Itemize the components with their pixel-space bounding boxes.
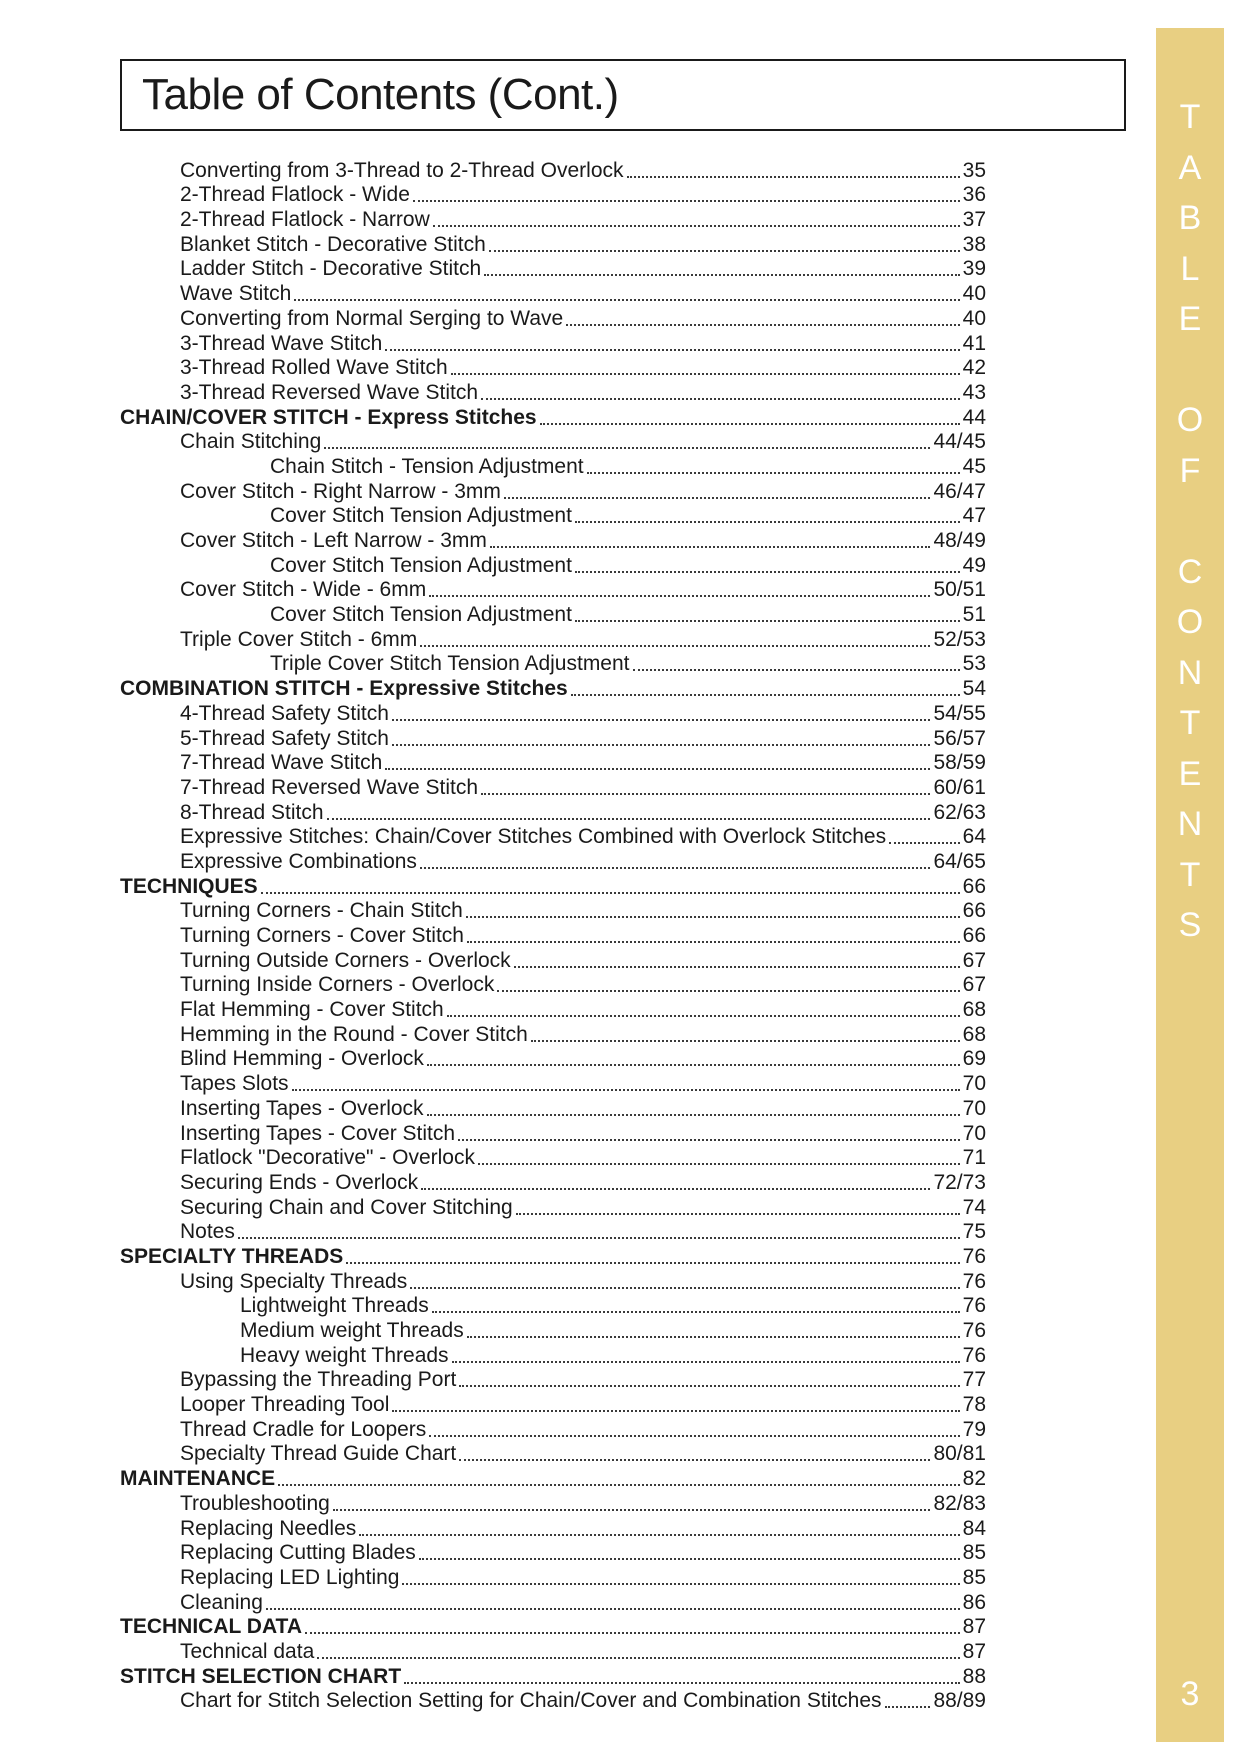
toc-entry[interactable] [120, 1071, 986, 1096]
toc-entry[interactable] [120, 1442, 986, 1467]
toc-entry[interactable] [120, 1022, 986, 1047]
side-tab-letter: L [1180, 249, 1200, 288]
dot-leader [266, 1608, 960, 1610]
toc-entry-label: Expressive Combinations [180, 849, 417, 873]
toc-entry[interactable] [120, 1392, 986, 1417]
dot-leader [413, 200, 960, 202]
toc-entry-page: 78 [962, 1393, 986, 1417]
side-tab-letter: N [1177, 653, 1203, 692]
dot-leader [410, 1287, 959, 1289]
toc-entry-page: 82/83 [933, 1491, 986, 1515]
toc-entry-page: 44 [962, 405, 986, 429]
toc-entry-page: 46/47 [933, 479, 986, 503]
side-tab-letter: F [1179, 451, 1201, 490]
toc-entry-page: 76 [962, 1343, 986, 1367]
toc-entry-label: Specialty Thread Guide Chart [180, 1442, 457, 1466]
toc-entry-label: Inserting Tapes - Cover Stitch [180, 1121, 456, 1145]
dot-leader [404, 1682, 959, 1684]
toc-entry-page: 62/63 [933, 800, 986, 824]
toc-entry-label: 8-Thread Stitch [180, 800, 324, 824]
toc-entry[interactable] [120, 923, 986, 948]
toc-entry-label: Cover Stitch Tension Adjustment [270, 553, 572, 577]
toc-entry[interactable] [120, 479, 986, 504]
toc-entry-page: 56/57 [933, 726, 986, 750]
toc-entry[interactable] [120, 973, 986, 998]
toc-entry-page: 82 [962, 1467, 986, 1491]
side-tab-letter: S [1178, 906, 1202, 944]
toc-entry-label: Cover Stitch Tension Adjustment [270, 603, 572, 627]
toc-entry-page: 54/55 [933, 701, 986, 725]
dot-leader [633, 669, 960, 671]
toc-entry[interactable] [120, 430, 986, 455]
toc-entry[interactable] [120, 899, 986, 924]
toc-entry-label: Securing Chain and Cover Stitching [180, 1195, 513, 1219]
toc-entry-page: 53 [962, 652, 986, 676]
toc-entry[interactable] [120, 380, 986, 405]
side-tab-letter: B [1178, 199, 1202, 237]
side-tab-letter: E [1178, 300, 1202, 338]
dot-leader [452, 1361, 960, 1363]
toc-entry[interactable] [120, 602, 986, 627]
toc-entry[interactable] [120, 1516, 986, 1541]
dot-leader [481, 398, 960, 400]
toc-entry-page: 76 [962, 1294, 986, 1318]
toc-entry-page: 76 [962, 1244, 986, 1268]
toc-entry[interactable] [120, 232, 986, 257]
toc-entry[interactable] [120, 1146, 986, 1171]
side-tab-letter: T [1179, 704, 1201, 742]
dot-leader [504, 497, 931, 499]
toc-entry-label: Wave Stitch [180, 282, 292, 306]
dot-leader [489, 250, 960, 252]
toc-entry-label: Triple Cover Stitch - 6mm [180, 627, 418, 651]
toc-entry-page: 67 [962, 973, 986, 997]
dot-leader [587, 472, 960, 474]
toc-entry-page: 70 [962, 1121, 986, 1145]
toc-entry-label: Chain Stitch - Tension Adjustment [270, 454, 584, 478]
dot-leader [459, 1459, 930, 1461]
dot-leader [359, 1534, 959, 1536]
toc-entry-page: 70 [962, 1096, 986, 1120]
toc-entry[interactable] [120, 948, 986, 973]
toc-entry-label: Cover Stitch - Left Narrow - 3mm [180, 529, 487, 552]
toc-entry-label: Blanket Stitch - Decorative Stitch [180, 232, 486, 256]
toc-entry-page: 41 [962, 331, 986, 355]
toc-entry-page: 75 [962, 1220, 986, 1244]
toc-entry[interactable] [120, 1195, 986, 1220]
dot-leader [420, 645, 930, 647]
toc-entry[interactable] [120, 1294, 986, 1319]
toc-entry-page: 40 [962, 306, 986, 330]
toc-entry-page: 58/59 [933, 751, 986, 775]
toc-entry-label: TECHNICAL DATA [120, 1615, 302, 1639]
toc-entry[interactable] [120, 1368, 986, 1393]
toc-entry[interactable] [120, 1047, 986, 1072]
dot-leader [575, 571, 960, 573]
toc-entry-page: 87 [962, 1639, 986, 1663]
toc-entry-label: Thread Cradle for Loopers [180, 1417, 427, 1441]
toc-entry-label: COMBINATION STITCH - Expressive Stitches [120, 677, 568, 701]
toc-entry[interactable] [120, 1639, 986, 1664]
toc-entry-page: 36 [962, 183, 986, 207]
toc-entry-label: Turning Outside Corners - Overlock [180, 948, 511, 972]
toc-entry[interactable] [120, 1491, 986, 1516]
dot-leader [429, 1435, 959, 1437]
dot-leader [451, 373, 960, 375]
toc-entry-page: 47 [962, 504, 986, 528]
toc-entry-label: Converting from Normal Serging to Wave [180, 306, 564, 330]
toc-entry-page: 85 [962, 1565, 986, 1589]
toc-entry[interactable] [120, 528, 986, 553]
toc-entry-page: 86 [962, 1590, 986, 1614]
toc-entry-label: 7-Thread Reversed Wave Stitch [180, 775, 479, 799]
toc-entry-page: 66 [962, 874, 986, 898]
toc-entry-label: Triple Cover Stitch Tension Adjustment [270, 652, 630, 676]
dot-leader [467, 1336, 960, 1338]
toc-entry-label: Flatlock "Decorative" - Overlock [180, 1146, 475, 1170]
dot-leader [478, 1163, 960, 1165]
toc-entry-label: Medium weight Threads [240, 1319, 464, 1342]
dot-leader [540, 423, 960, 425]
dot-leader [392, 719, 931, 721]
page-title: Table of Contents (Cont.) [142, 70, 619, 119]
toc-entry-page: 69 [962, 1047, 986, 1071]
dot-leader [516, 1213, 960, 1215]
toc-entry-label: SPECIALTY THREADS [120, 1244, 344, 1268]
toc-entry[interactable] [120, 1096, 986, 1121]
toc-entry-page: 54 [962, 677, 986, 701]
dot-leader [575, 620, 960, 622]
toc-entry-label: 7-Thread Wave Stitch [180, 751, 383, 775]
dot-leader [333, 1509, 931, 1511]
toc-entry[interactable] [120, 1417, 986, 1442]
dot-leader [324, 447, 930, 449]
dot-leader [385, 768, 930, 770]
toc-entry[interactable] [120, 356, 986, 381]
dot-leader [278, 1484, 959, 1486]
toc-entry-label: 2-Thread Flatlock - Wide [180, 183, 410, 207]
toc-entry-label: Securing Ends - Overlock [180, 1170, 419, 1194]
toc-entry-page: 70 [962, 1072, 986, 1096]
dot-leader [566, 324, 959, 326]
toc-entry-page: 72/73 [933, 1170, 986, 1194]
toc-entry[interactable] [120, 207, 986, 232]
dot-leader [432, 1311, 960, 1313]
toc-entry-page: 71 [962, 1146, 986, 1170]
toc-entry-label: Heavy weight Threads [240, 1343, 449, 1367]
toc-entry-label: Cover Stitch - Right Narrow - 3mm [180, 479, 501, 503]
dot-leader [421, 1188, 930, 1190]
toc-entry[interactable] [120, 1269, 986, 1294]
toc-entry-label: Technical data [180, 1639, 315, 1663]
toc-entry-page: 45 [962, 454, 986, 478]
toc-entry-page: 35 [962, 158, 986, 182]
toc-entry-page: 38 [962, 232, 986, 256]
toc-entry-label: Cleaning [180, 1590, 263, 1614]
toc-entry-label: TECHNIQUES [120, 874, 258, 898]
toc-entry-label: Chart for Stitch Selection Setting for Chain/Cover and Combination Stitches [180, 1689, 882, 1713]
toc-entry-label: Using Specialty Threads [180, 1269, 408, 1293]
side-tab-letter: C [1177, 552, 1203, 591]
toc-entry-label: Replacing LED Lighting [180, 1565, 400, 1589]
toc-entry-page: 76 [962, 1269, 986, 1293]
toc-entry-page: 50/51 [933, 578, 986, 602]
toc-entry-page: 49 [962, 553, 986, 577]
toc-entry-page: 88/89 [933, 1689, 986, 1713]
toc-entry-label: 5-Thread Safety Stitch [180, 726, 389, 750]
toc-entry-page: 68 [962, 998, 986, 1022]
dot-leader [433, 225, 960, 227]
toc-entry-page: 48/49 [933, 529, 986, 552]
toc-entry-page: 52/53 [933, 627, 986, 651]
toc-entry-page: 77 [962, 1368, 986, 1392]
toc-entry-page: 76 [962, 1319, 986, 1342]
toc-entry-page: 42 [962, 356, 986, 380]
toc-entry-label: MAINTENANCE [120, 1467, 276, 1491]
toc-entry-label: 3-Thread Reversed Wave Stitch [180, 380, 479, 404]
toc-entry-page: 79 [962, 1417, 986, 1441]
toc-entry-page: 60/61 [933, 775, 986, 799]
side-tab-letter: N [1177, 805, 1203, 843]
toc-entry-label: Converting from 3-Thread to 2-Thread Overlock [180, 158, 624, 182]
toc-entry-label: Lightweight Threads [240, 1294, 429, 1318]
dot-leader [419, 1558, 960, 1560]
toc-entry[interactable] [120, 997, 986, 1022]
toc-entry-label: Blind Hemming - Overlock [180, 1047, 424, 1071]
dot-leader [459, 1385, 959, 1387]
toc-entry-page: 37 [962, 208, 986, 232]
dot-leader [889, 842, 960, 844]
toc-entry-label: Flat Hemming - Cover Stitch [180, 998, 444, 1022]
toc-entry-label: Inserting Tapes - Overlock [180, 1096, 424, 1120]
toc-entry-page: 88 [962, 1664, 986, 1688]
toc-entry-label: Hemming in the Round - Cover Stitch [180, 1022, 528, 1046]
dot-leader [427, 1114, 960, 1116]
dot-leader [627, 176, 960, 178]
dot-leader [497, 990, 959, 992]
toc-entry-label: Turning Inside Corners - Overlock [180, 973, 495, 997]
toc-entry[interactable] [120, 454, 986, 479]
toc-entry-page: 64/65 [933, 849, 986, 873]
dot-leader [429, 595, 930, 597]
toc-entry[interactable] [120, 800, 986, 825]
dot-leader [571, 694, 960, 696]
title-box [120, 59, 1126, 131]
side-tab-letter: T [1179, 98, 1201, 136]
toc-section-heading[interactable] [120, 874, 986, 899]
dot-leader [317, 1657, 959, 1659]
toc-entry[interactable] [120, 281, 986, 306]
page-number: 3 [1180, 1675, 1200, 1713]
toc-entry-label: STITCH SELECTION CHART [120, 1664, 402, 1688]
toc-entry[interactable] [120, 331, 986, 356]
dot-leader [467, 941, 960, 943]
toc-entry-label: Tapes Slots [180, 1072, 289, 1096]
side-tab [1156, 28, 1224, 1742]
toc-entry[interactable] [120, 1318, 986, 1343]
toc-entry-page: 85 [962, 1541, 986, 1565]
toc-entry[interactable] [120, 257, 986, 282]
toc-entry-label: CHAIN/COVER STITCH - Express Stitches [120, 405, 537, 429]
dot-leader [885, 1706, 931, 1708]
side-tab-letter: E [1178, 754, 1202, 793]
dot-leader [447, 1015, 960, 1017]
toc-entry[interactable] [120, 726, 986, 751]
toc-entry[interactable] [120, 1689, 986, 1714]
toc-entry[interactable] [120, 1170, 986, 1195]
toc-entry[interactable] [120, 652, 986, 677]
toc-entry[interactable] [120, 775, 986, 800]
toc-entry[interactable] [120, 1343, 986, 1368]
side-tab-letter [1156, 345, 1224, 396]
toc-entry-label: Turning Corners - Cover Stitch [180, 924, 464, 947]
toc-entry-page: 44/45 [933, 430, 986, 454]
dot-leader [292, 1089, 960, 1091]
toc-entry-page: 84 [962, 1516, 986, 1540]
dot-leader [402, 1583, 959, 1585]
toc-entry-label: 3-Thread Wave Stitch [180, 331, 383, 355]
toc-entry[interactable] [120, 1565, 986, 1590]
toc-entry-label: 4-Thread Safety Stitch [180, 701, 389, 725]
dot-leader [385, 349, 959, 351]
table-of-contents [120, 158, 986, 1713]
toc-entry-label: Troubleshooting [180, 1491, 330, 1515]
dot-leader [420, 867, 931, 869]
toc-entry-label: Ladder Stitch - Decorative Stitch [180, 257, 482, 281]
dot-leader [514, 966, 960, 968]
toc-entry-page: 43 [962, 380, 986, 404]
toc-entry[interactable] [120, 701, 986, 726]
side-tab-letter: A [1178, 148, 1202, 187]
toc-entry[interactable] [120, 553, 986, 578]
toc-section-heading[interactable] [120, 1615, 986, 1640]
toc-entry-label: Replacing Needles [180, 1516, 357, 1540]
toc-entry-label: Chain Stitching [180, 430, 322, 454]
toc-entry[interactable] [120, 1541, 986, 1566]
dot-leader [531, 1040, 960, 1042]
dot-leader [427, 1064, 960, 1066]
toc-entry-label: Replacing Cutting Blades [180, 1541, 416, 1565]
toc-entry[interactable] [120, 158, 986, 183]
toc-entry[interactable] [120, 183, 986, 208]
dot-leader [261, 892, 960, 894]
toc-entry-page: 87 [962, 1615, 986, 1639]
toc-entry[interactable] [120, 504, 986, 529]
toc-entry-label: Looper Threading Tool [180, 1393, 390, 1417]
toc-entry-page: 64 [962, 825, 986, 849]
dot-leader [458, 1139, 960, 1141]
dot-leader [346, 1262, 959, 1264]
dot-leader [238, 1237, 960, 1239]
dot-leader [575, 521, 960, 523]
dot-leader [392, 1410, 959, 1412]
side-tab-label [1156, 92, 1224, 951]
toc-entry-label: 2-Thread Flatlock - Narrow [180, 208, 430, 232]
toc-entry[interactable] [120, 825, 986, 850]
dot-leader [327, 818, 931, 820]
toc-entry-page: 68 [962, 1022, 986, 1046]
toc-entry-page: 66 [962, 899, 986, 923]
toc-entry[interactable] [120, 306, 986, 331]
dot-leader [466, 916, 960, 918]
toc-entry[interactable] [120, 578, 986, 603]
toc-entry[interactable] [120, 627, 986, 652]
toc-entry[interactable] [120, 849, 986, 874]
dot-leader [305, 1632, 960, 1634]
toc-entry[interactable] [120, 1220, 986, 1245]
toc-entry-page: 80/81 [933, 1442, 986, 1466]
toc-entry-page: 74 [962, 1195, 986, 1219]
toc-section-heading[interactable] [120, 676, 986, 701]
dot-leader [484, 274, 960, 276]
side-tab-letter: T [1179, 855, 1201, 894]
toc-section-heading[interactable] [120, 405, 986, 430]
dot-leader [481, 793, 930, 795]
dot-leader [392, 744, 931, 746]
toc-entry[interactable] [120, 1121, 986, 1146]
dot-leader [490, 546, 931, 548]
toc-entry-label: 3-Thread Rolled Wave Stitch [180, 356, 448, 380]
toc-entry-label: Cover Stitch Tension Adjustment [270, 504, 572, 528]
toc-section-heading[interactable] [120, 1664, 986, 1689]
toc-entry-label: Expressive Stitches: Chain/Cover Stitches Combined with Overlock Stitches [180, 825, 887, 849]
toc-entry-label: Cover Stitch - Wide - 6mm [180, 578, 427, 602]
toc-entry-page: 66 [962, 924, 986, 947]
toc-section-heading[interactable] [120, 1466, 986, 1491]
toc-entry-page: 67 [962, 948, 986, 972]
toc-entry[interactable] [120, 751, 986, 776]
toc-entry-page: 51 [962, 603, 986, 627]
toc-entry-page: 40 [962, 282, 986, 306]
side-tab-letter: O [1176, 401, 1204, 439]
toc-entry[interactable] [120, 1590, 986, 1615]
toc-entry-label: Notes [180, 1220, 235, 1244]
dot-leader [294, 299, 959, 301]
toc-entry-label: Bypassing the Threading Port [180, 1368, 457, 1392]
toc-entry-label: Turning Corners - Chain Stitch [180, 899, 463, 923]
side-tab-letter [1156, 496, 1224, 547]
toc-entry-page: 39 [962, 257, 986, 281]
side-tab-letter: O [1176, 603, 1204, 641]
toc-section-heading[interactable] [120, 1244, 986, 1269]
